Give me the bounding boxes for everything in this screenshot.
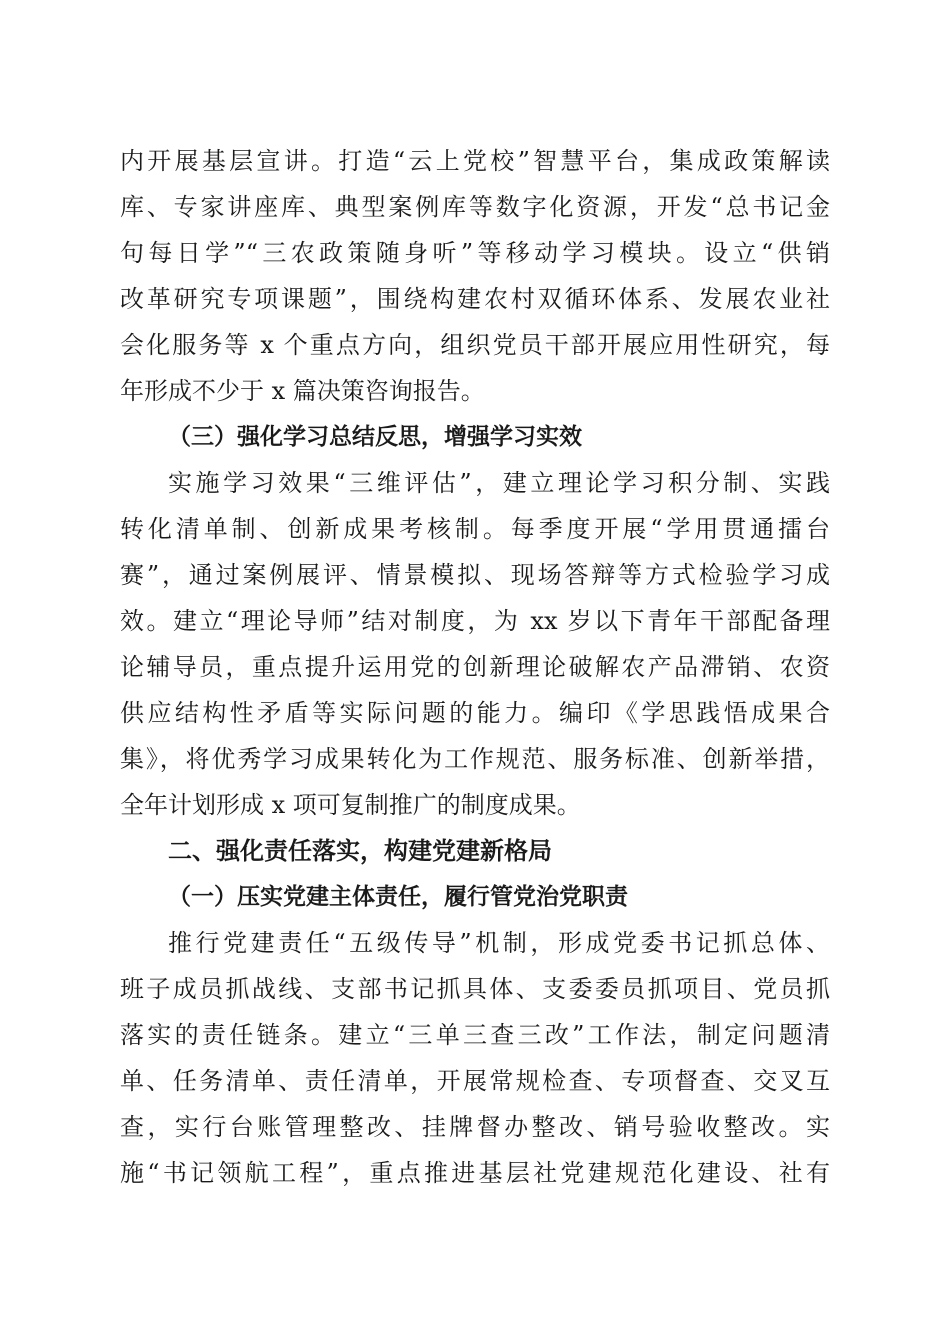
paragraph-line: 年形成不少于 x 篇决策咨询报告。 [120, 377, 485, 405]
paragraph-line: 全年计划形成 x 项可复制推广的制度成果。 [120, 791, 581, 819]
subsection-heading: （三）强化学习总结反思，增强学习实效 [168, 424, 582, 450]
paragraph-line: 赛”，通过案例展评、情景模拟、现场答辩等方式检验学习成 [120, 561, 830, 589]
paragraph-line: 改革研究专项课题”，围绕构建农村双循环体系、发展农业社 [120, 285, 830, 313]
paragraph-line: 会化服务等 x 个重点方向，组织党员干部开展应用性研究，每 [120, 331, 830, 359]
paragraph-line: 查，实行台账管理整改、挂牌督办整改、销号验收整改。实 [120, 1113, 830, 1141]
paragraph-line: 论辅导员，重点提升运用党的创新理论破解农产品滞销、农资 [120, 653, 830, 681]
paragraph-line: 施“书记领航工程”，重点推进基层社党建规范化建设、社有 [120, 1159, 830, 1187]
paragraph-first-line: 推行党建责任“五级传导”机制，形成党委书记抓总体、 [168, 929, 830, 957]
paragraph-line: 班子成员抓战线、支部书记抓具体、支委委员抓项目、党员抓 [120, 975, 830, 1003]
paragraph-line: 句每日学”“三农政策随身听”等移动学习模块。设立“供销 [120, 239, 830, 267]
paragraph-line: 集》，将优秀学习成果转化为工作规范、服务标准、创新举措， [120, 745, 830, 773]
paragraph-line: 单、任务清单、责任清单，开展常规检查、专项督查、交叉互 [120, 1067, 830, 1095]
paragraph-line: 内开展基层宣讲。打造“云上党校”智慧平台，集成政策解读 [120, 147, 830, 175]
subsection-heading: （一）压实党建主体责任，履行管党治党职责 [168, 884, 628, 910]
paragraph-line: 落实的责任链条。建立“三单三查三改”工作法，制定问题清 [120, 1021, 830, 1049]
paragraph-line: 转化清单制、创新成果考核制。每季度开展“学用贯通擂台 [120, 515, 830, 543]
section-heading: 二、强化责任落实，构建党建新格局 [168, 837, 552, 865]
paragraph-line: 效。建立“理论导师”结对制度，为 xx 岁以下青年干部配备理 [120, 607, 830, 635]
paragraph-line: 供应结构性矛盾等实际问题的能力。编印《学思践悟成果合 [120, 699, 830, 727]
paragraph-line: 库、专家讲座库、典型案例库等数字化资源，开发“总书记金 [120, 193, 830, 221]
paragraph-first-line: 实施学习效果“三维评估”，建立理论学习积分制、实践 [168, 469, 830, 497]
